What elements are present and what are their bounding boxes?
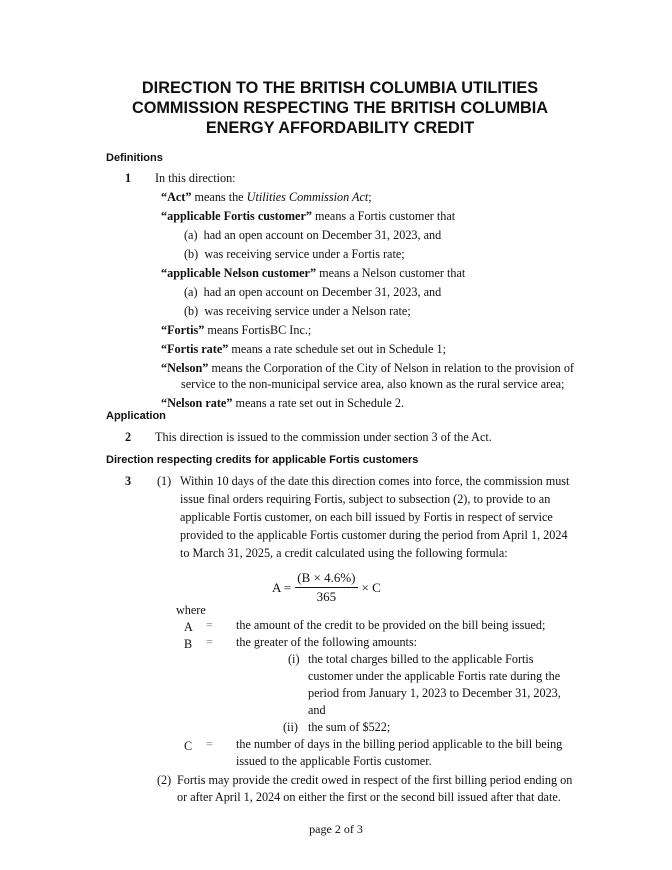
formula-numerator: (B × 4.6%) bbox=[295, 570, 357, 588]
where-label: where bbox=[176, 603, 206, 617]
section-number: 1 bbox=[125, 171, 132, 185]
var-definition: the number of days in the billing period applicable to the bill being bbox=[236, 737, 563, 751]
subparagraph-line: the total charges billed to the applicable Fortis bbox=[308, 652, 534, 666]
heading-definitions: Definitions bbox=[106, 152, 163, 164]
formula-denominator: 365 bbox=[316, 589, 337, 604]
subsection-1-line: issue final orders requiring Fortis, subject to subsection (2), to provide to an bbox=[180, 492, 551, 506]
definition-act: “Act” means the Utilities Commission Act; bbox=[161, 190, 372, 204]
title-line: ENERGY AFFORDABILITY CREDIT bbox=[205, 119, 475, 137]
definition-nelson-rate: “Nelson rate” means a rate set out in Schedule 2. bbox=[161, 396, 405, 410]
var-symbol: A bbox=[184, 620, 193, 634]
subsection-1-line: to March 31, 2025, a credit calculated using the following formula: bbox=[180, 546, 508, 560]
section-number: 2 bbox=[125, 430, 132, 444]
var-definition: the greater of the following amounts: bbox=[236, 635, 418, 649]
var-definition: the amount of the credit to be provided on the bill being issued; bbox=[236, 618, 546, 632]
definition-nelson-continued: service to the non-municipal service area, also known as the rural service area; bbox=[181, 377, 565, 391]
definition-fortis-customer: “applicable Fortis customer” means a Fortis customer that bbox=[161, 209, 456, 223]
definition-fortis: “Fortis” means FortisBC Inc.; bbox=[161, 323, 312, 337]
definitions-intro: In this direction: bbox=[155, 171, 236, 185]
application-text: This direction is issued to the commission under section 3 of the Act. bbox=[155, 430, 492, 444]
var-equals: = bbox=[206, 737, 213, 751]
subsection-label: (2) bbox=[157, 773, 172, 787]
title-line: COMMISSION RESPECTING THE BRITISH COLUMBIA bbox=[131, 99, 549, 117]
subparagraph-label: (ii) bbox=[283, 720, 298, 734]
formula-rhs: × C bbox=[361, 580, 381, 595]
subparagraph-line: and bbox=[308, 703, 326, 717]
formula-lhs: A = bbox=[272, 580, 292, 595]
page-number: page 2 of 3 bbox=[309, 822, 363, 836]
heading-direction: Direction respecting credits for applicable Fortis customers bbox=[106, 454, 419, 466]
subsection-2-line: or after April 1, 2024 on either the first or the second bill issued after that date. bbox=[177, 790, 561, 804]
section-number: 3 bbox=[125, 474, 132, 488]
definition-item: (a) had an open account on December 31, 2023, and bbox=[184, 285, 442, 299]
subparagraph-line: period from January 1, 2023 to December 31, 2023, bbox=[308, 686, 561, 700]
definition-nelson-customer: “applicable Nelson customer” means a Nelson customer that bbox=[161, 266, 466, 280]
subparagraph-line: the sum of $522; bbox=[308, 720, 391, 734]
definition-nelson: “Nelson” means the Corporation of the City of Nelson in relation to the provision of bbox=[161, 361, 574, 375]
title-line: DIRECTION TO THE BRITISH COLUMBIA UTILITIES bbox=[141, 79, 539, 97]
credit-formula bbox=[272, 570, 381, 606]
subparagraph-label: (i) bbox=[288, 652, 300, 666]
var-equals: = bbox=[206, 635, 213, 649]
subsection-1-line: Within 10 days of the date this direction comes into force, the commission must bbox=[180, 474, 570, 488]
subsection-1-line: provided to the applicable Fortis customer during the period from April 1, 2024 bbox=[180, 528, 568, 542]
subparagraph-line: customer under the applicable Fortis rate during the bbox=[308, 669, 561, 683]
act-title: Utilities Commission Act bbox=[246, 190, 369, 204]
definition-item: (b) was receiving service under a Nelson rate; bbox=[184, 304, 411, 318]
var-symbol: C bbox=[184, 739, 193, 753]
var-symbol: B bbox=[184, 637, 193, 651]
heading-application: Application bbox=[106, 410, 166, 422]
definition-fortis-rate: “Fortis rate” means a rate schedule set out in Schedule 1; bbox=[161, 342, 446, 356]
subsection-label: (1) bbox=[157, 474, 172, 488]
subsection-1-line: applicable Fortis customer, on each bill issued by Fortis in respect of service bbox=[180, 510, 553, 524]
definition-item: (b) was receiving service under a Fortis rate; bbox=[184, 247, 405, 261]
document-title bbox=[100, 78, 580, 138]
var-equals: = bbox=[206, 618, 213, 632]
definition-item: (a) had an open account on December 31, 2023, and bbox=[184, 228, 442, 242]
formula-fraction bbox=[295, 570, 357, 606]
subsection-2-line: Fortis may provide the credit owed in respect of the first billing period ending on bbox=[177, 773, 573, 787]
var-definition: issued to the applicable Fortis customer. bbox=[236, 754, 432, 768]
